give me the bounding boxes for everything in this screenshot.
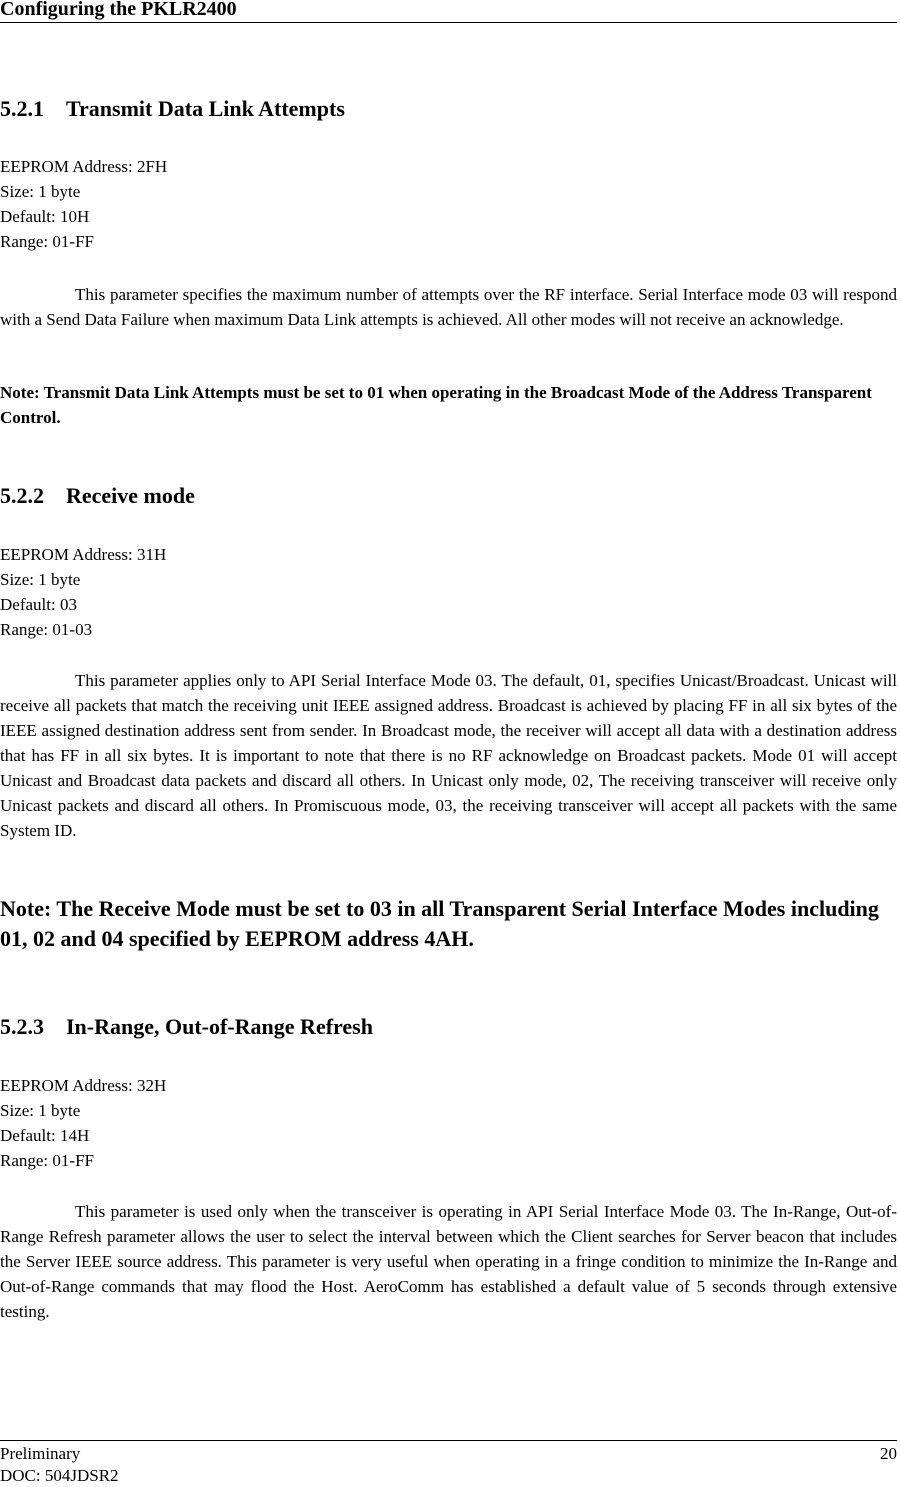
section-title: In-Range, Out-of-Range Refresh xyxy=(66,1014,373,1039)
eeprom-address: EEPROM Address: 31H xyxy=(0,545,167,564)
range: Range: 01-03 xyxy=(0,620,93,639)
default-value: Default: 14H xyxy=(0,1126,90,1145)
eeprom-address: EEPROM Address: 32H xyxy=(0,1076,167,1095)
section-heading-5-2-2 xyxy=(0,483,195,509)
footer-status: Preliminary xyxy=(0,1444,81,1463)
section-title: Transmit Data Link Attempts xyxy=(66,96,345,121)
section-heading-5-2-1 xyxy=(0,96,345,122)
size: Size: 1 byte xyxy=(0,182,81,201)
footer-rule xyxy=(0,1440,897,1441)
section-number: 5.2.1 xyxy=(0,96,44,121)
default-value: Default: 10H xyxy=(0,207,90,226)
section-body xyxy=(0,668,897,843)
section-number: 5.2.3 xyxy=(0,1014,44,1039)
range: Range: 01-FF xyxy=(0,232,94,251)
header-title: Configuring the PKLR2400 xyxy=(0,0,237,20)
note: Note: The Receive Mode must be set to 03 in all Transparent Serial Interface Modes including 01, 02 and 04 specified by EEPROM address 4AH. xyxy=(0,896,879,951)
section-heading-5-2-3 xyxy=(0,1014,373,1040)
section-number: 5.2.2 xyxy=(0,483,44,508)
section-body xyxy=(0,282,897,332)
size: Size: 1 byte xyxy=(0,1101,81,1120)
body-text: This parameter specifies the maximum number of attempts over the RF interface. Serial Interface mode 03 will respond with a Send Data Failure when maximum Data Link attempts is achieved. All other modes will not receive an acknowledge. xyxy=(0,285,897,329)
page-header xyxy=(0,0,897,23)
footer-doc-id: DOC: 504JDSR2 xyxy=(0,1466,119,1485)
page-number: 20 xyxy=(880,1444,897,1463)
body-text: This parameter is used only when the transceiver is operating in API Serial Interface Mode 03. The In-Range, Out-of-Range Refresh parameter allows the user to select the interval between which the Client searches for Server beacon that includes the Server IEEE source address. This parameter is very useful when operating in a fringe condition to minimize the In-Range and Out-of-Range commands that may flood the Host. AeroComm has established a default value of 5 seconds through extensive testing. xyxy=(0,1202,897,1321)
section-body xyxy=(0,1199,897,1324)
range: Range: 01-FF xyxy=(0,1151,94,1170)
default-value: Default: 03 xyxy=(0,595,77,614)
note: Note: Transmit Data Link Attempts must be set to 01 when operating in the Broadcast Mode of the Address Transparent Control. xyxy=(0,383,872,427)
size: Size: 1 byte xyxy=(0,570,81,589)
body-text: This parameter applies only to API Serial Interface Mode 03. The default, 01, specifies Unicast/Broadcast. Unicast will receive all packets that match the receiving unit IEEE assigned address. Broadcast is achieved by placing FF in all six bytes of the IEEE assigned destination address sent from sender. In Broadcast mode, the receiver will accept all data with a destination address that has FF in all six bytes. It is important to note that there is no RF acknowledge on Broadcast packets. Mode 01 will accept Unicast and Broadcast data packets and discard all others. In Unicast only mode, 02, The receiving transceiver will receive only Unicast packets and discard all others. In Promiscuous mode, 03, the receiving transceiver will accept all packets with the same System ID. xyxy=(0,671,897,840)
eeprom-address: EEPROM Address: 2FH xyxy=(0,157,168,176)
section-title: Receive mode xyxy=(66,483,195,508)
